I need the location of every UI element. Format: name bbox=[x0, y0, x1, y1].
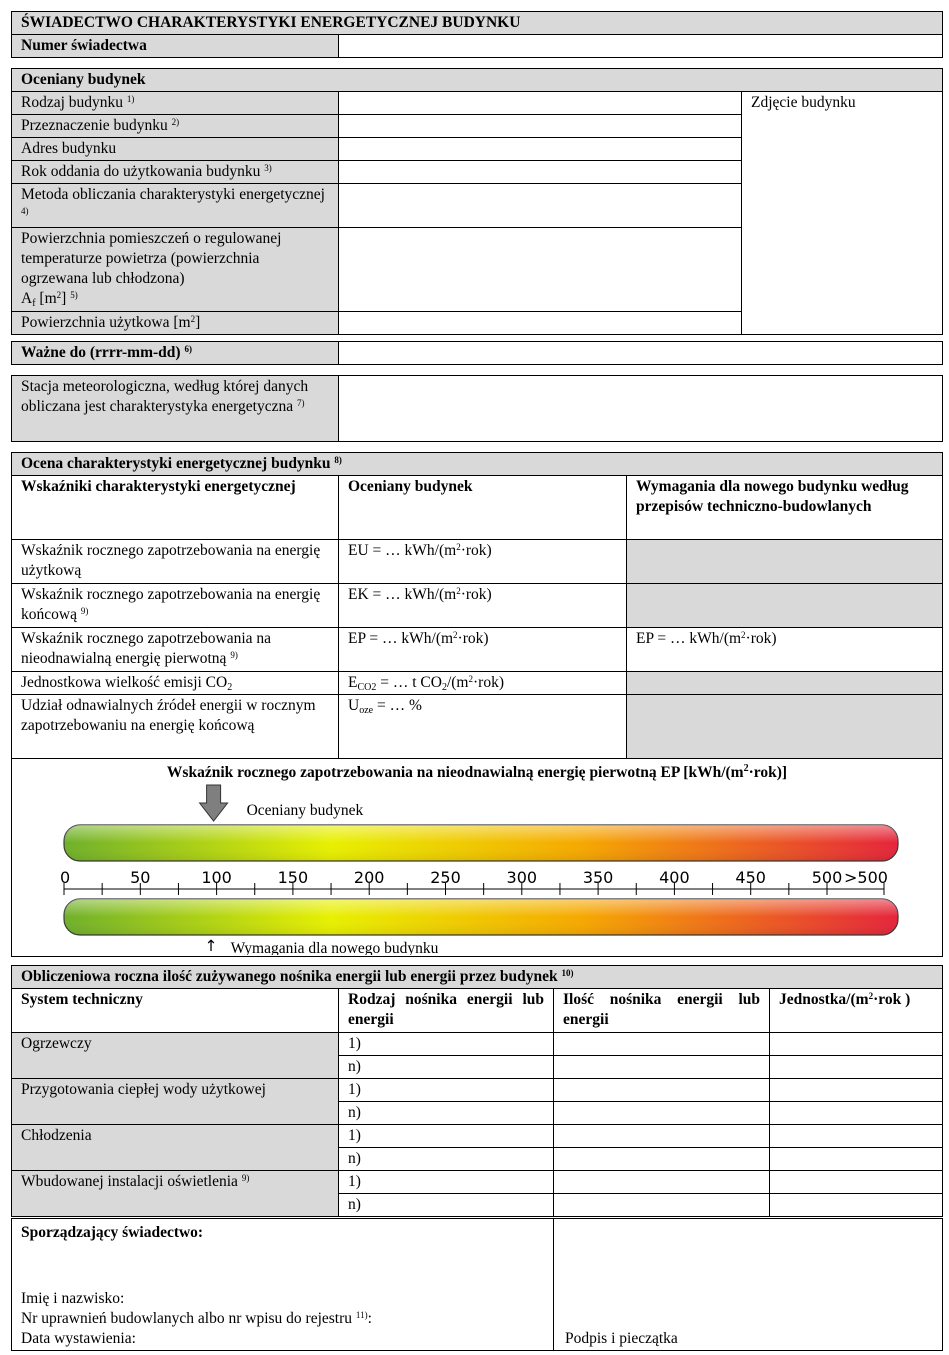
scale-tick-label: 500 bbox=[811, 868, 843, 887]
signature-label: Podpis i pieczątka bbox=[565, 1330, 678, 1347]
scale-tick-label: 150 bbox=[277, 868, 309, 887]
hot-water-carrier-1[interactable]: 1) bbox=[339, 1079, 554, 1102]
heating-unit-n[interactable] bbox=[770, 1056, 943, 1079]
assessment-table bbox=[11, 452, 943, 957]
cooling-unit-1[interactable] bbox=[770, 1125, 943, 1148]
lighting-unit-1[interactable] bbox=[770, 1171, 943, 1194]
building-marker-label: Oceniany budynek bbox=[246, 802, 364, 819]
building-purpose-label: Przeznaczenie budynku $^{2)}$ bbox=[12, 115, 339, 138]
document-title: ŚWIADECTWO CHARAKTERYSTYKI ENERGETYCZNEJ BUDYNKU bbox=[12, 12, 943, 35]
building-purpose-field[interactable] bbox=[339, 115, 742, 138]
col-building: Oceniany budynek bbox=[339, 476, 627, 540]
scale-tick-label: 0 bbox=[60, 868, 71, 887]
hot-water-unit-n[interactable] bbox=[770, 1102, 943, 1125]
ep-scale-panel bbox=[12, 759, 943, 957]
hot-water-amount-n[interactable] bbox=[554, 1102, 770, 1125]
building-photo-area[interactable] bbox=[742, 92, 943, 335]
building-marker-arrow-icon bbox=[200, 785, 228, 821]
consumption-table bbox=[11, 965, 943, 1217]
building-header: Oceniany budynek bbox=[12, 69, 943, 92]
valid-until-field[interactable] bbox=[339, 342, 943, 365]
valid-until-table bbox=[11, 341, 943, 365]
issuer-details[interactable] bbox=[12, 1219, 554, 1351]
lighting-carrier-n[interactable]: n) bbox=[339, 1194, 554, 1217]
co2-label: Jednostkowa wielkość emisji $CO_2$ bbox=[12, 672, 339, 695]
scale-tick-label: 100 bbox=[201, 868, 232, 887]
system-cooling-label: Chłodzenia bbox=[12, 1125, 339, 1171]
building-table bbox=[11, 68, 943, 335]
scale-tick-labels bbox=[60, 868, 888, 887]
scale-tick-label: 50 bbox=[130, 868, 151, 887]
station-table bbox=[11, 375, 943, 442]
issuer-name-label: Imię i nazwisko: bbox=[21, 1290, 125, 1307]
system-lighting-label: Wbudowanej instalacji oświetlenia $^{9)}$ bbox=[12, 1171, 339, 1217]
eu-value[interactable]: EU = … kWh/$(m^2\cdot rok)$ bbox=[339, 540, 627, 584]
col-requirements: Wymagania dla nowego budynku według przepisów techniczno-budowlanych bbox=[627, 476, 943, 540]
heating-amount-1[interactable] bbox=[554, 1033, 770, 1056]
signature-area[interactable] bbox=[554, 1219, 943, 1351]
building-year-label: Rok oddania do użytkowania budynku $^{3)}$ bbox=[12, 161, 339, 184]
consumption-header: Obliczeniowa roczna ilość zużywanego nośnika energii lub energii przez budynek $^{10)}$ bbox=[12, 966, 943, 989]
ep-label: Wskaźnik rocznego zapotrzebowania na nieodnawialną energię pierwotną $^{9)}$ bbox=[12, 628, 339, 672]
building-type-label: Rodzaj budynku $^{1)}$ bbox=[12, 92, 339, 115]
scale-tick-label: >500 bbox=[844, 868, 888, 887]
system-heating-label: Ogrzewczy bbox=[12, 1033, 339, 1079]
hot-water-unit-1[interactable] bbox=[770, 1079, 943, 1102]
building-type-field[interactable] bbox=[339, 92, 742, 115]
cert-number-label: Numer świadectwa bbox=[12, 35, 339, 58]
col-system: System techniczny bbox=[12, 989, 339, 1033]
issuer-header: Sporządzający świadectwo: bbox=[21, 1224, 204, 1241]
usable-area-label: Powierzchnia użytkowa $[m^2]$ bbox=[12, 312, 339, 335]
lighting-unit-n[interactable] bbox=[770, 1194, 943, 1217]
col-unit: Jednostka/($m^2\cdot rok$ ) bbox=[770, 989, 943, 1033]
scale-tick-label: 250 bbox=[430, 868, 461, 887]
scale-tick-label: 350 bbox=[582, 868, 614, 887]
scale-tick-label: 200 bbox=[353, 868, 385, 887]
cooling-amount-1[interactable] bbox=[554, 1125, 770, 1148]
heating-carrier-n[interactable]: n) bbox=[339, 1056, 554, 1079]
building-year-field[interactable] bbox=[339, 161, 742, 184]
calc-method-label: Metoda obliczania charakterystyki energetycznej $^{4)}$ bbox=[12, 184, 339, 228]
oze-label: Udział odnawialnych źródeł energii w rocznym zapotrzebowaniu na energię końcową bbox=[12, 695, 339, 759]
building-address-label: Adres budynku bbox=[12, 138, 339, 161]
ep-requirement[interactable]: EP = … kWh/$(m^2\cdot rok)$ bbox=[627, 628, 943, 672]
hot-water-carrier-n[interactable]: n) bbox=[339, 1102, 554, 1125]
heated-area-field[interactable] bbox=[339, 228, 742, 312]
requirement-marker-label: Wymagania dla nowego budynku bbox=[230, 940, 439, 955]
cooling-carrier-n[interactable]: n) bbox=[339, 1148, 554, 1171]
cooling-carrier-1[interactable]: 1) bbox=[339, 1125, 554, 1148]
ep-value[interactable]: EP = … kWh/$(m^2\cdot rok)$ bbox=[339, 628, 627, 672]
system-hot-water-label: Przygotowania ciepłej wody użytkowej bbox=[12, 1079, 339, 1125]
ek-value[interactable]: EK = … kWh/$(m^2\cdot rok)$ bbox=[339, 584, 627, 628]
heated-area-label: Powierzchnia pomieszczeń o regulowanej temperaturze powietrza (powierzchnia ogrzewana lub chłodzona) $A_f$ $[m^2]$ $^{5)}$ bbox=[12, 228, 339, 312]
eu-requirement bbox=[627, 540, 943, 584]
cooling-amount-n[interactable] bbox=[554, 1148, 770, 1171]
building-address-field[interactable] bbox=[339, 138, 742, 161]
oze-value[interactable]: $U_{oze}$ = … % bbox=[339, 695, 627, 759]
assessment-header: Ocena charakterystyki energetycznej budynku $^{8)}$ bbox=[12, 453, 943, 476]
ek-requirement bbox=[627, 584, 943, 628]
bottom-energy-bar-shine bbox=[64, 899, 898, 935]
heating-amount-n[interactable] bbox=[554, 1056, 770, 1079]
valid-until-label: Ważne do (rrrr-mm-dd) $^{6)}$ bbox=[12, 342, 339, 365]
issue-date-label: Data wystawienia: bbox=[21, 1330, 136, 1347]
requirement-marker-arrow-icon: ↑ bbox=[204, 937, 218, 955]
hot-water-amount-1[interactable] bbox=[554, 1079, 770, 1102]
co2-value[interactable]: $E_{CO2}$ = … t $CO_2/(m^2\cdot rok)$ bbox=[339, 672, 627, 695]
cert-number-field[interactable] bbox=[339, 35, 943, 58]
col-carrier: Rodzaj nośnika energii lub energii bbox=[339, 989, 554, 1033]
ep-scale bbox=[12, 759, 942, 955]
col-indicators: Wskaźniki charakterystyki energetycznej bbox=[12, 476, 339, 540]
weather-station-label: Stacja meteorologiczna, według której danych obliczana jest charakterystyka energetyczna $^{7)}$ bbox=[12, 376, 339, 442]
usable-area-field[interactable] bbox=[339, 312, 742, 335]
heating-unit-1[interactable] bbox=[770, 1033, 943, 1056]
issuer-table bbox=[11, 1218, 943, 1351]
lighting-amount-n[interactable] bbox=[554, 1194, 770, 1217]
col-amount: Ilość nośnika energii lub energii bbox=[554, 989, 770, 1033]
scale-tick-label: 400 bbox=[659, 868, 690, 887]
lighting-amount-1[interactable] bbox=[554, 1171, 770, 1194]
scale-title: Wskaźnik rocznego zapotrzebowania na nieodnawialną energię pierwotną EP $[kWh/(m^2\cdot rok)]$ bbox=[166, 763, 788, 781]
header-table bbox=[11, 11, 943, 58]
ek-label: Wskaźnik rocznego zapotrzebowania na energię końcową $^{9)}$ bbox=[12, 584, 339, 628]
co2-requirement bbox=[627, 672, 943, 695]
scale-tick-label: 300 bbox=[506, 868, 538, 887]
lighting-carrier-1[interactable]: 1) bbox=[339, 1171, 554, 1194]
building-photo-label: Zdjęcie budynku bbox=[751, 94, 856, 111]
issuer-license-label: Nr uprawnień budowlanych albo nr wpisu do rejestru $^{11)}$: bbox=[21, 1310, 372, 1327]
calc-method-field[interactable] bbox=[339, 184, 742, 228]
top-energy-bar-shine bbox=[64, 825, 898, 861]
oze-requirement bbox=[627, 695, 943, 759]
cooling-unit-n[interactable] bbox=[770, 1148, 943, 1171]
scale-tick-label: 450 bbox=[735, 868, 766, 887]
heating-carrier-1[interactable]: 1) bbox=[339, 1033, 554, 1056]
weather-station-field[interactable] bbox=[339, 376, 943, 442]
eu-label: Wskaźnik rocznego zapotrzebowania na energię użytkową bbox=[12, 540, 339, 584]
